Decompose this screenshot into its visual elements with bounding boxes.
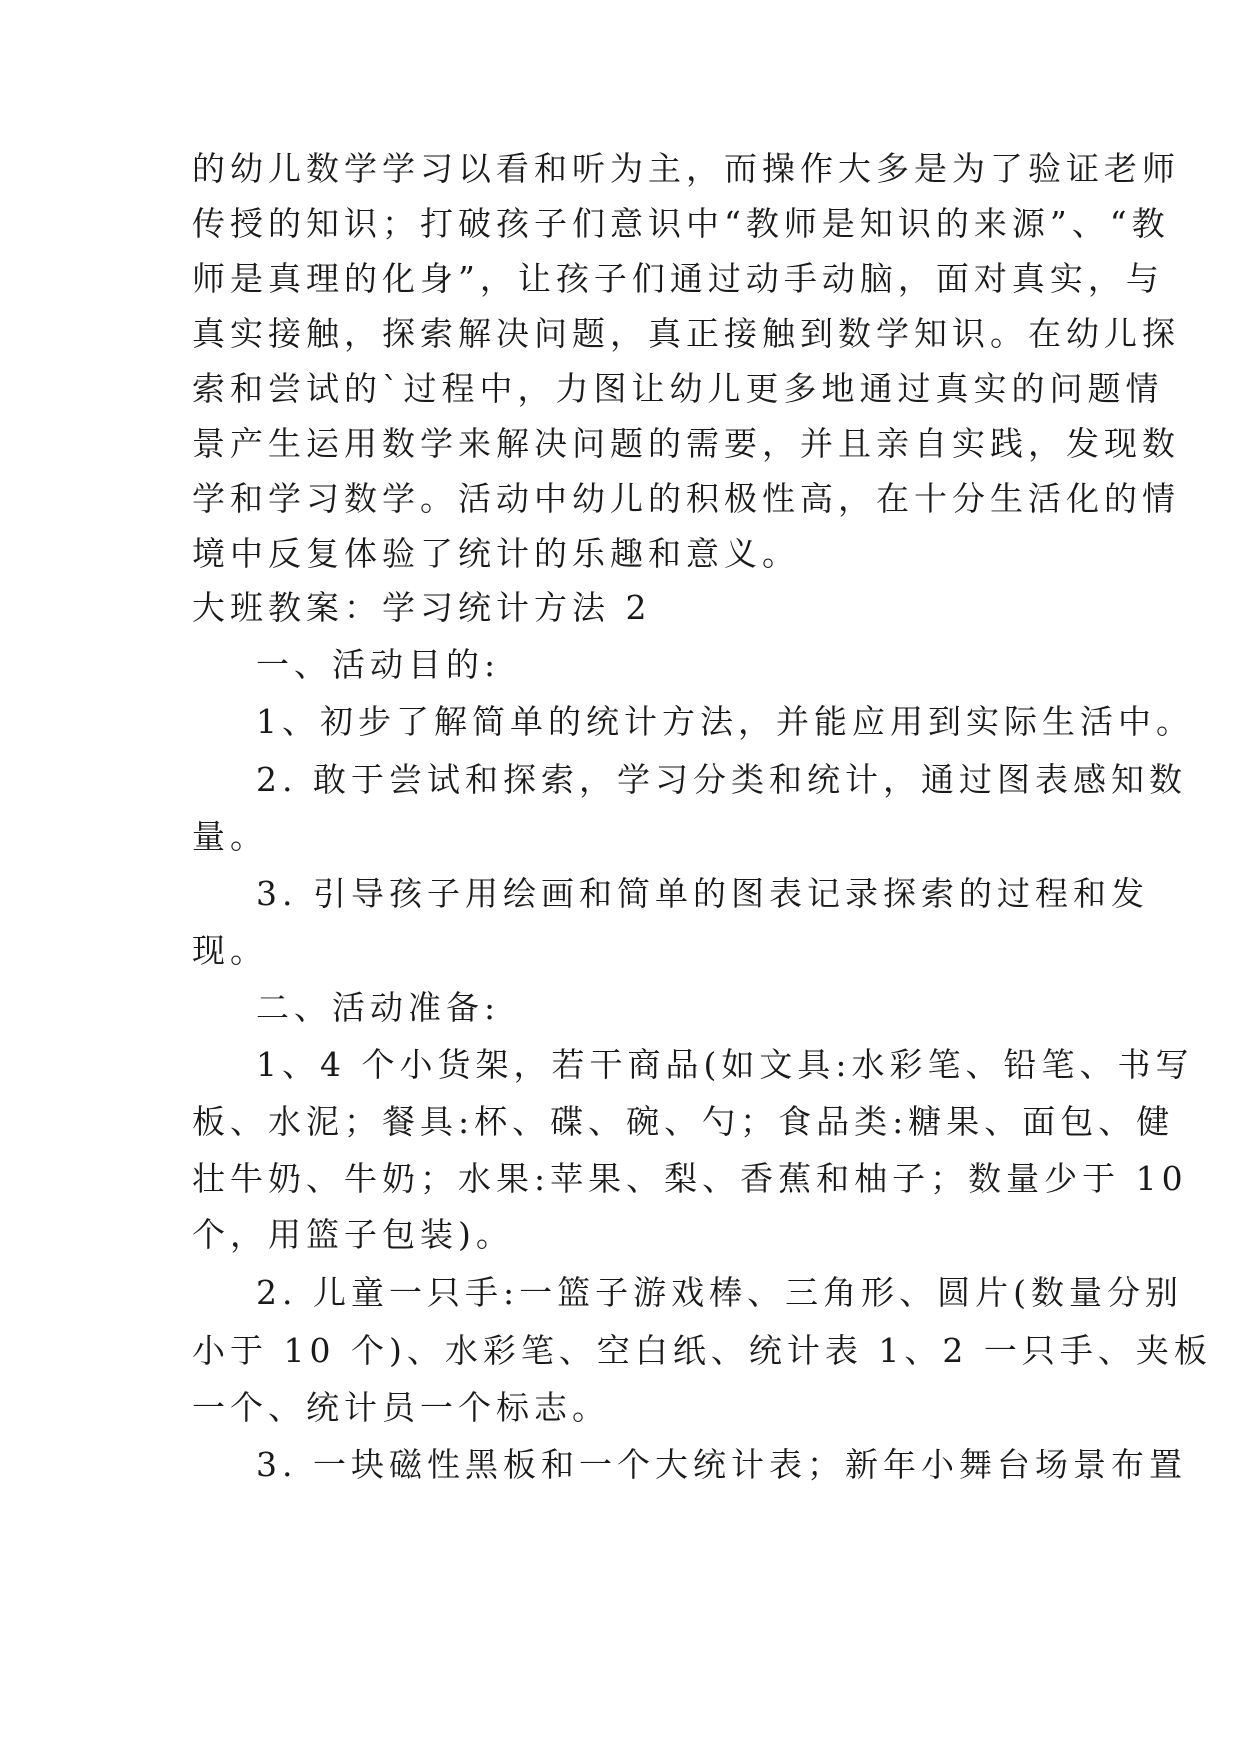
text-line: 境中反复体验了统计的乐趣和意义。 xyxy=(192,534,800,573)
text-line: 一个、统计员一个标志。 xyxy=(192,1388,610,1427)
section-title: 大班教案：学习统计方法 2 xyxy=(192,588,652,627)
heading-activity-goals: 一、活动目的: xyxy=(256,645,501,684)
text-line: 2. 敢于尝试和探索，学习分类和统计，通过图表感知数 xyxy=(256,760,1187,799)
text-line: 小于 10 个)、水彩笔、空白纸、统计表 1、2 一只手、夹板 xyxy=(192,1331,1212,1370)
text-line: 3. 引导孩子用绘画和简单的图表记录探索的过程和发 xyxy=(256,874,1149,913)
text-line: 2. 儿童一只手:一篮子游戏棒、三角形、圆片(数量分别 xyxy=(256,1273,1183,1312)
text-line: 1、4 个小货架，若干商品(如文具:水彩笔、铅笔、书写 xyxy=(256,1045,1194,1084)
text-line: 壮牛奶、牛奶；水果:苹果、梨、香蕉和柚子；数量少于 10 xyxy=(192,1159,1188,1198)
text-line: 板、水泥；餐具:杯、碟、碗、勺；食品类:糖果、面包、健 xyxy=(192,1102,1175,1141)
text-line: 的幼儿数学学习以看和听为主，而操作大多是为了验证老师 xyxy=(192,149,1180,188)
text-line: 真实接触，探索解决问题，真正接触到数学知识。在幼儿探 xyxy=(192,314,1180,353)
text-line: 现。 xyxy=(192,931,268,970)
text-line: 索和尝试的`过程中，力图让幼儿更多地通过真实的问题情 xyxy=(192,369,1164,408)
text-line: 量。 xyxy=(192,817,268,856)
text-line: 传授的知识；打破孩子们意识中“教师是知识的来源”、“教 xyxy=(192,204,1170,243)
heading-activity-prep: 二、活动准备: xyxy=(256,988,501,1027)
text-line: 师是真理的化身”，让孩子们通过动手动脑，面对真实，与 xyxy=(192,259,1164,298)
text-line: 1、初步了解简单的统计方法，并能应用到实际生活中。 xyxy=(256,702,1194,741)
text-line: 景产生运用数学来解决问题的需要，并且亲自实践，发现数 xyxy=(192,424,1180,463)
text-line: 个，用篮子包装)。 xyxy=(192,1215,514,1254)
text-line: 3. 一块磁性黑板和一个大统计表；新年小舞台场景布置 xyxy=(256,1445,1187,1484)
text-line: 学和学习数学。活动中幼儿的积极性高，在十分生活化的情 xyxy=(192,479,1180,518)
